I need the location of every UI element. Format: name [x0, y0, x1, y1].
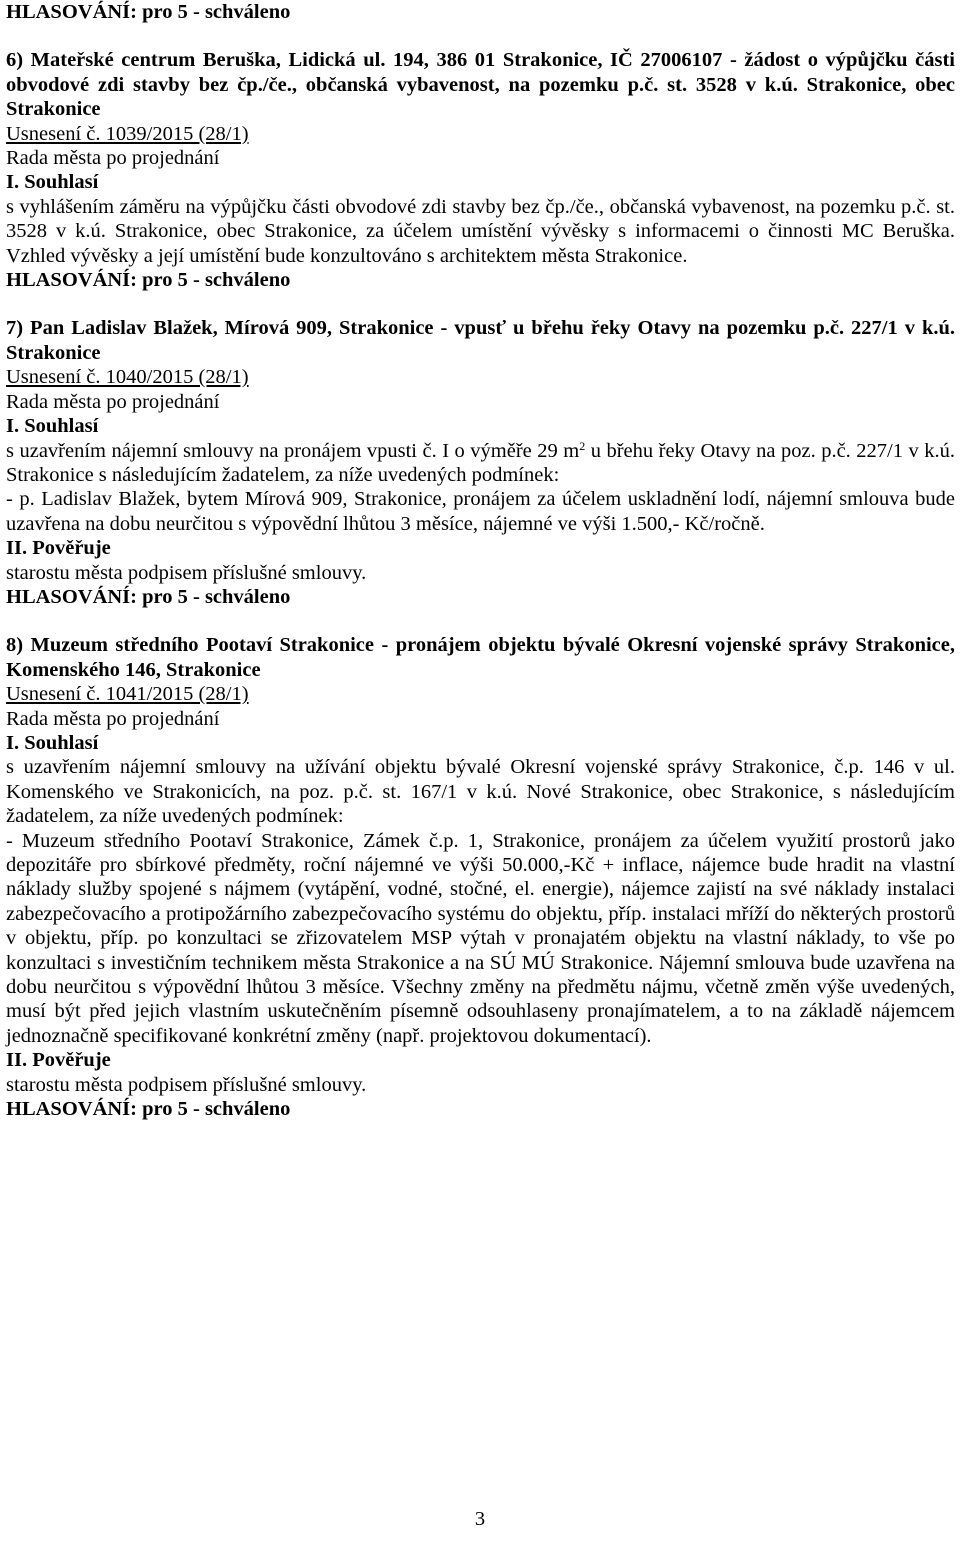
- item-title: 8) Muzeum středního Pootaví Strakonice - pronájem objektu bývalé Okresní vojenské správy Strakonice, Komenského 146, Strakonice: [6, 634, 955, 681]
- applicant-conditions: - Muzeum středního Pootaví Strakonice, Zámek č.p. 1, Strakonice, pronájem za účelem využití prostorů jako depozitáře pro sbírkové předměty, roční nájemné ve výši 50.000,-Kč + inflace, nájemce bude hradit na vlastní náklady služby spojené s nájmem (vytápění, vodné, stočné, el. energie), nájemce zajistí na své náklady instalaci zabezpečovacího a protipožárního zabezpečovacího systému do objektu, příp. instalaci mříží do některých prostorů v objektu, příp. po konzultaci se zřizovatelem MSP výtah v pronajatém objektu na vlastní náklady, to vše po konzultaci s investičním technikem města Strakonice a na SÚ MÚ Strakonice. Nájemní smlouva bude uzavřena na dobu neurčitou s výpovědní lhůtou 3 měsíce. Všechny změny na předmětu nájmu, včetně změn výše uvedených, musí být před jejich vlastním uskutečněním písemně odsouhlaseny pronajímatelem, a to na základě nájemcem jednoznačně specifikované konkrétní změny (např. projektovou dokumentací).: [6, 829, 955, 1047]
- vote-result: HLASOVÁNÍ: pro 5 - schváleno: [6, 269, 291, 292]
- text-part: s uzavřením nájemní smlouvy na pronájem vpusti č. I o výměře 29 m: [6, 439, 580, 462]
- superscript: 2: [579, 438, 586, 453]
- council-line: Rada města po projednání: [6, 707, 220, 730]
- agenda-item-6: [6, 48, 955, 292]
- resolution-number: Usnesení č. 1040/2015 (28/1): [6, 366, 249, 389]
- resolution-text: [6, 439, 955, 488]
- council-line: Rada města po projednání: [6, 147, 220, 170]
- resolution-text: s vyhlášením záměru na výpůjčku části obvodové zdi stavby bez čp./če., občanská vybavenost, na pozemku p.č. st. 3528 v k.ú. Strakonice, obec Strakonice, za účelem umístění vývěsky s informacemi o činnosti MC Beruška. Vzhled vývěsky a její umístění bude konzultováno s architektem města Strakonice.: [6, 195, 955, 267]
- document-body: [6, 0, 955, 1121]
- item-title: 7) Pan Ladislav Blažek, Mírová 909, Strakonice - vpusť u břehu řeky Otavy na pozemku p.č. 227/1 v k.ú. Strakonice: [6, 317, 955, 364]
- agenda-item-7: [6, 316, 955, 609]
- authorization-text: starostu města podpisem příslušné smlouvy.: [6, 1073, 367, 1096]
- heading-authorizes: II. Pověřuje: [6, 537, 111, 560]
- agenda-item-8: [6, 633, 955, 1121]
- authorization-text: starostu města podpisem příslušné smlouvy.: [6, 561, 367, 584]
- resolution-number: Usnesení č. 1039/2015 (28/1): [6, 122, 249, 145]
- heading-agrees: I. Souhlasí: [6, 171, 99, 194]
- vote-result: HLASOVÁNÍ: pro 5 - schváleno: [6, 1, 291, 23]
- applicant-conditions: - p. Ladislav Blažek, bytem Mírová 909, Strakonice, pronájem za účelem uskladnění lodí, nájemní smlouva bude uzavřena na dobu neurčitou s výpovědní lhůtou 3 měsíce, nájemné ve výši 1.500,- Kč/ročně.: [6, 488, 955, 535]
- council-line: Rada města po projednání: [6, 390, 220, 413]
- resolution-text: s uzavřením nájemní smlouvy na užívání objektu bývalé Okresní vojenské správy Strakonice, č.p. 146 v ul. Komenského ve Strakonicích, na poz. p.č. st. 167/1 v k.ú. Nové Strakonice, obec Strakonice, s následujícím žadatelem, za níže uvedených podmínek:: [6, 756, 955, 828]
- item-title: 6) Mateřské centrum Beruška, Lidická ul. 194, 386 01 Strakonice, IČ 27006107 - žádost o výpůjčku části obvodové zdi stavby bez čp./če., občanská vybavenost, na pozemku p.č. st. 3528 v k.ú. Strakonice, obec Strakonice: [6, 49, 955, 121]
- vote-result: HLASOVÁNÍ: pro 5 - schváleno: [6, 1098, 291, 1121]
- vote-result: HLASOVÁNÍ: pro 5 - schváleno: [6, 585, 291, 608]
- heading-authorizes: II. Pověřuje: [6, 1049, 111, 1072]
- heading-agrees: I. Souhlasí: [6, 415, 99, 438]
- heading-agrees: I. Souhlasí: [6, 731, 99, 754]
- resolution-number: Usnesení č. 1041/2015 (28/1): [6, 683, 249, 706]
- text-part: u břehu řeky Otavy na poz. p.č. 227/1 v k.ú. Strakonice s následujícím žadatelem, za níže uvedených podmínek:: [6, 439, 955, 486]
- page-number: 3: [474, 1508, 486, 1530]
